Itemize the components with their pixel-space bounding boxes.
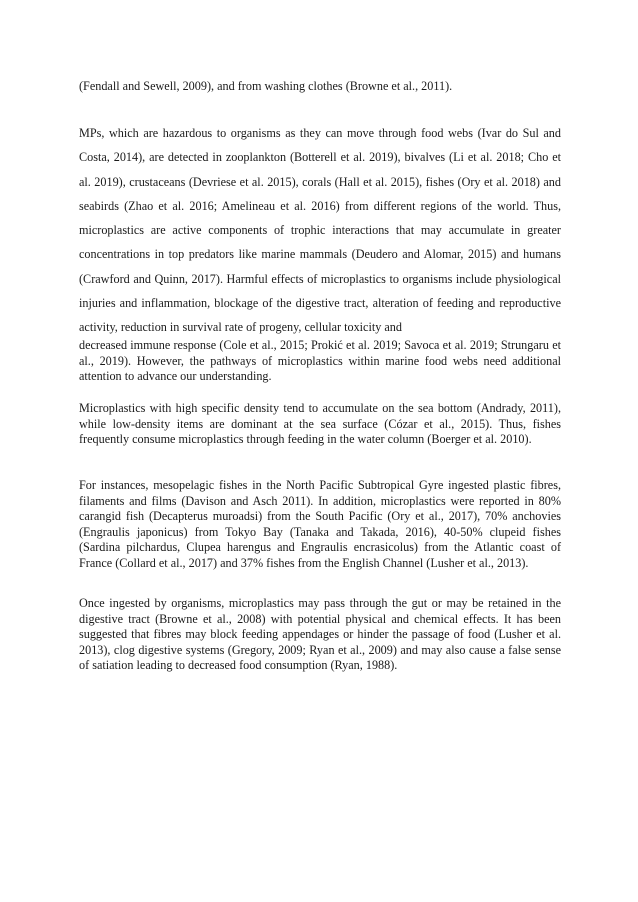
- paragraph-immune-response: decreased immune response (Cole et al., 2015; Prokić et al. 2019; Savoca et al. 2019; Strungaru et al., 2019). However, the pathways of microplastics within marine food webs need additional attention to advance our understanding.: [79, 338, 561, 383]
- paragraph-ingestion-effects: Once ingested by organisms, microplastics may pass through the gut or may be retained in the digestive tract (Browne et al., 2008) with potential physical and chemical effects. It has been suggested that fibres may block feeding appendages or hinder the passage of food (Lusher et al. 2013), clog digestive systems (Gregory, 2009; Ryan et al., 2009) and may also cause a false sense of satiation leading to decreased food consumption (Ryan, 1988).: [79, 596, 561, 672]
- paragraph-continuation: (Fendall and Sewell, 2009), and from washing clothes (Browne et al., 2011).: [79, 79, 453, 93]
- paragraph-microplastics-food-webs: MPs, which are hazardous to organisms as they can move through food webs (Ivar do Sul and Costa, 2014), are detected in zooplankton (Botterell et al. 2019), bivalves (Li et al. 2018; Cho et al. 2019), crustaceans (Devriese et al. 2015), corals (Hall et al. 2015), fishes (Ory et al. 2018) and seabirds (Zhao et al. 2016; Amelineau et al. 2016) from different regions of the world. Thus, microplastics are active components of trophic interactions that may accumulate in greater concentrations in top predators like marine mammals (Deudero and Alomar, 2015) and humans (Crawford and Quinn, 2017). Harmful effects of microplastics to organisms include physiological injuries and inflammation, blockage of the digestive tract, alteration of feeding and reproductive activity, reduction in survival rate of progeny, cellular toxicity and: [79, 126, 561, 335]
- paragraph-fish-ingestion: For instances, mesopelagic fishes in the North Pacific Subtropical Gyre ingested plastic fibres, filaments and films (Davison and Asch 2011). In addition, microplastics were reported in 80% carangid fish (Decapterus muroadsi) from the South Pacific (Ory et al., 2017), 70% anchovies (Engraulis japonicus) from Tokyo Bay (Tanaka and Takada, 2016), 40-50% clupeid fishes (Sardina pilchardus, Clupea harengus and Engraulis encrasicolus) from the Atlantic coast of France (Collard et al., 2017) and 37% fishes from the English Channel (Lusher et al., 2013).: [79, 478, 561, 570]
- paragraph-specific-density: Microplastics with high specific density tend to accumulate on the sea bottom (Andrady, 2011), while low-density items are dominant at the sea surface (Cózar et al., 2015). Thus, fishes frequently consume microplastics through feeding in the water column (Boerger et al. 2010).: [79, 401, 561, 446]
